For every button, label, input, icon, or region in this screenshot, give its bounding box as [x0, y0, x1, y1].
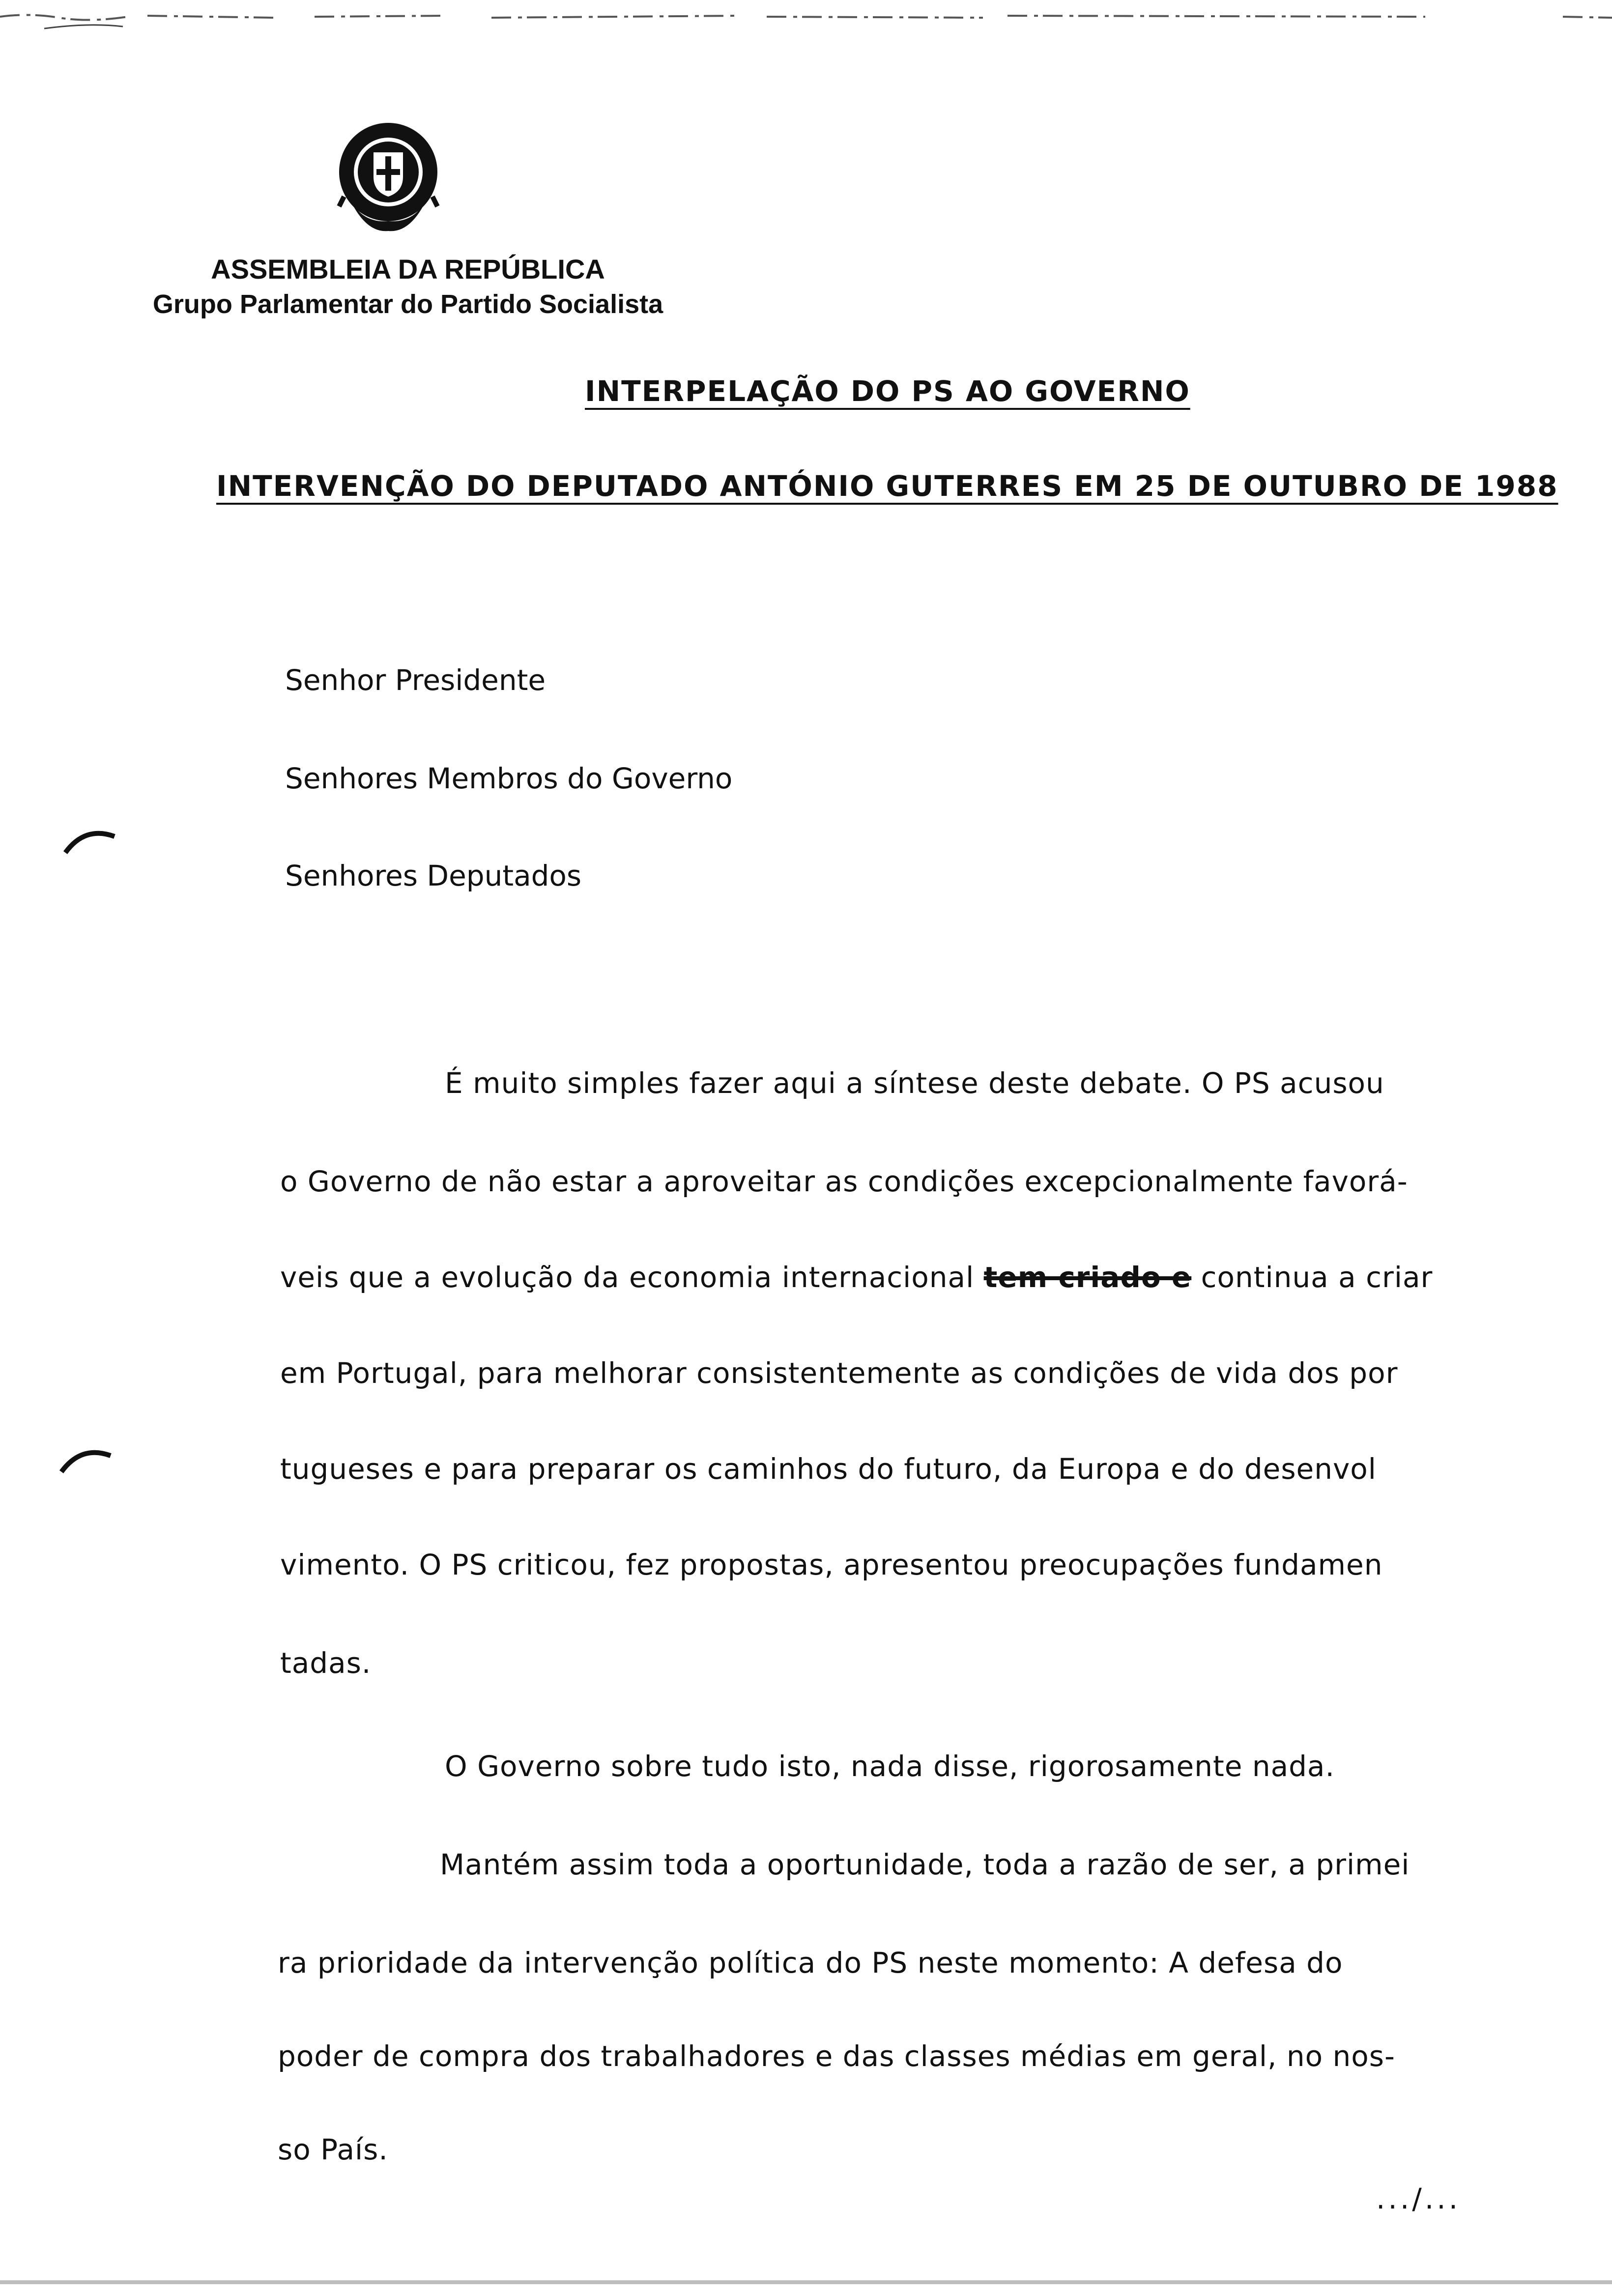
- parliamentary-group-name: Grupo Parlamentar do Partido Socialista: [152, 289, 663, 319]
- body-line: O Governo sobre tudo isto, nada disse, rigorosamente nada.: [445, 1750, 1335, 1783]
- body-line: Mantém assim toda a oportunidade, toda a razão de ser, a primei: [440, 1848, 1410, 1881]
- body-line: [280, 1261, 1433, 1294]
- body-text: continua a criar: [1191, 1261, 1433, 1294]
- hole-punch-mark-icon: [63, 826, 117, 855]
- continuation-marker: .../...: [1376, 2182, 1461, 2215]
- body-line: ra prioridade da intervenção política do PS neste momento: A defesa do: [278, 1946, 1343, 1980]
- document-title: INTERPELAÇÃO DO PS AO GOVERNO: [585, 374, 1190, 408]
- hole-punch-mark-icon: [59, 1445, 113, 1474]
- document-subtitle: INTERVENÇÃO DO DEPUTADO ANTÓNIO GUTERRES EM 25 DE OUTUBRO DE 1988: [216, 469, 1558, 503]
- scan-artifact-bottom: [0, 2280, 1612, 2284]
- body-line: o Governo de não estar a aproveitar as condições excepcionalmente favorá-: [280, 1165, 1408, 1198]
- body-text: veis que a evolução da economia internacional: [280, 1261, 984, 1294]
- body-line: É muito simples fazer aqui a síntese deste debate. O PS acusou: [445, 1066, 1384, 1100]
- body-line: tugueses e para preparar os caminhos do futuro, da Europa e do desenvol: [280, 1452, 1377, 1486]
- institution-name: ASSEMBLEIA DA REPÚBLICA: [211, 254, 605, 285]
- body-line: vimento. O PS criticou, fez propostas, apresentou preocupações fundamen: [280, 1548, 1383, 1581]
- body-line: em Portugal, para melhorar consistentemente as condições de vida dos por: [280, 1356, 1398, 1390]
- body-line: tadas.: [280, 1646, 372, 1680]
- scan-artifact-top: [0, 10, 1612, 29]
- body-line: so País.: [278, 2133, 388, 2166]
- salutation-government-members: Senhores Membros do Governo: [285, 762, 733, 795]
- letterhead: [118, 252, 698, 321]
- struck-text: tem criado e: [983, 1261, 1192, 1294]
- coat-of-arms-icon: [324, 118, 452, 246]
- salutation-president: Senhor Presidente: [285, 663, 546, 697]
- salutation-deputies: Senhores Deputados: [285, 859, 582, 892]
- body-line: poder de compra dos trabalhadores e das classes médias em geral, no nos-: [278, 2039, 1395, 2073]
